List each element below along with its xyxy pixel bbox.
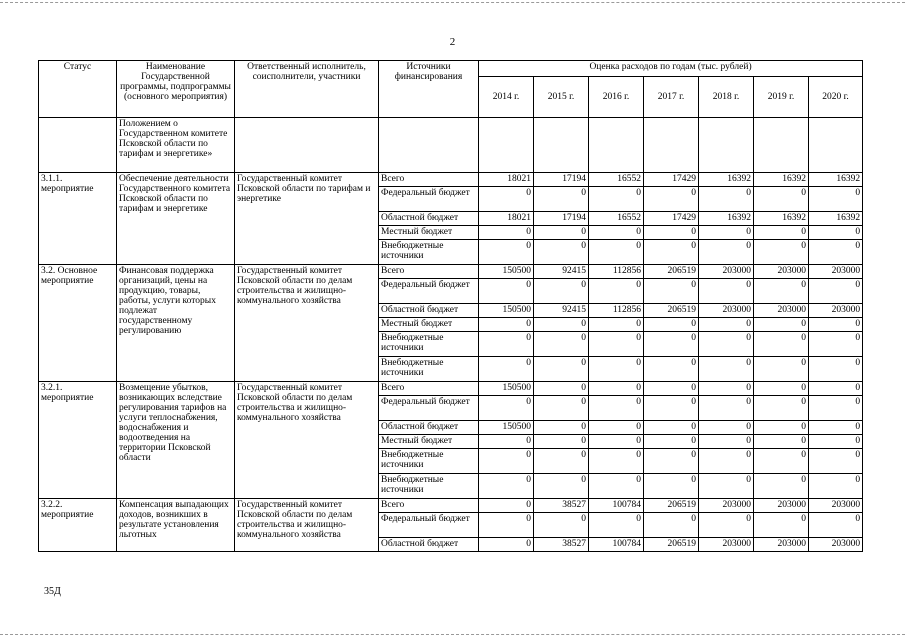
- continuation-row: [39, 118, 863, 173]
- group-status: 3.2.1. мероприятие: [39, 382, 117, 499]
- header-executor: Ответственный исполнитель, соисполнители, участники: [235, 61, 379, 118]
- table-row: [39, 499, 863, 513]
- value-cell: 0: [809, 318, 863, 332]
- value-cell: 17194: [534, 212, 589, 226]
- value-cell: 16392: [754, 212, 809, 226]
- value-cell: 112856: [589, 265, 644, 279]
- group-name: Возмещение убытков, возникающих вследствие регулирования тарифов на услуги теплоснабжения, водоснабжения и водоотведения на территории Псковской области: [117, 382, 235, 499]
- value-cell: 38527: [534, 499, 589, 513]
- value-cell: 150500: [479, 304, 534, 318]
- value-cell: 203000: [809, 499, 863, 513]
- source-cell: Внебюджетные источники: [379, 449, 479, 474]
- value-cell: 150500: [479, 265, 534, 279]
- source-cell: Местный бюджет: [379, 226, 479, 240]
- value-cell: 0: [809, 474, 863, 499]
- value-cell: 38527: [534, 538, 589, 552]
- value-cell: 0: [479, 435, 534, 449]
- value-cell: 0: [699, 357, 754, 382]
- year-2: 2015 г.: [534, 77, 589, 118]
- value-cell: 0: [809, 513, 863, 538]
- value-cell: 17429: [644, 212, 699, 226]
- value-cell: 0: [644, 474, 699, 499]
- source-cell: Федеральный бюджет: [379, 513, 479, 538]
- value-cell: 0: [644, 187, 699, 212]
- value-cell: 0: [754, 382, 809, 396]
- value-cell: 0: [589, 332, 644, 357]
- value-cell: 0: [809, 357, 863, 382]
- header-estimate: Оценка расходов по годам (тыс. рублей): [479, 61, 863, 77]
- value-cell: 203000: [754, 538, 809, 552]
- source-cell: Всего: [379, 499, 479, 513]
- value-cell: 0: [644, 226, 699, 240]
- group-status: 3.1.1. мероприятие: [39, 173, 117, 265]
- source-cell: Областной бюджет: [379, 421, 479, 435]
- value-cell: 0: [644, 449, 699, 474]
- value-cell: 206519: [644, 499, 699, 513]
- header-name: Наименование Государственной программы, подпрограммы (основного мероприятия): [117, 61, 235, 118]
- value-cell: 0: [479, 396, 534, 421]
- value-cell: 0: [754, 279, 809, 304]
- table-row: [39, 173, 863, 187]
- value-cell: 0: [809, 279, 863, 304]
- value-cell: 0: [534, 318, 589, 332]
- value-cell: 100784: [589, 499, 644, 513]
- value-cell: 0: [534, 513, 589, 538]
- value-cell: 203000: [809, 538, 863, 552]
- group-name: Финансовая поддержка организаций, цены на продукцию, товары, работы, услуги которых подлежат государственному регулированию: [117, 265, 235, 382]
- value-cell: 0: [754, 513, 809, 538]
- source-cell: Внебюджетные источники: [379, 240, 479, 265]
- value-cell: 0: [754, 396, 809, 421]
- value-cell: 0: [479, 474, 534, 499]
- value-cell: 0: [534, 449, 589, 474]
- value-cell: 150500: [479, 382, 534, 396]
- value-cell: 100784: [589, 538, 644, 552]
- value-cell: 0: [479, 240, 534, 265]
- value-cell: 0: [754, 449, 809, 474]
- value-cell: 0: [644, 240, 699, 265]
- value-cell: 92415: [534, 265, 589, 279]
- empty-cell: [644, 118, 699, 173]
- budget-table: [38, 60, 863, 552]
- value-cell: 16552: [589, 173, 644, 187]
- value-cell: 18021: [479, 173, 534, 187]
- value-cell: 0: [589, 187, 644, 212]
- source-cell: Федеральный бюджет: [379, 187, 479, 212]
- value-cell: 0: [644, 332, 699, 357]
- value-cell: 203000: [754, 304, 809, 318]
- value-cell: 0: [479, 538, 534, 552]
- value-cell: 16392: [809, 212, 863, 226]
- source-cell: Областной бюджет: [379, 304, 479, 318]
- value-cell: 0: [809, 226, 863, 240]
- value-cell: 0: [754, 318, 809, 332]
- value-cell: 0: [699, 382, 754, 396]
- year-7: 2020 г.: [809, 77, 863, 118]
- value-cell: 0: [644, 357, 699, 382]
- header-row: [39, 61, 863, 77]
- table-row: [39, 265, 863, 279]
- value-cell: 0: [589, 421, 644, 435]
- value-cell: 203000: [809, 265, 863, 279]
- value-cell: 0: [534, 240, 589, 265]
- source-cell: Внебюджетные источники: [379, 474, 479, 499]
- value-cell: 0: [699, 435, 754, 449]
- value-cell: 0: [699, 396, 754, 421]
- source-cell: Внебюджетные источники: [379, 332, 479, 357]
- value-cell: 0: [754, 435, 809, 449]
- value-cell: 0: [754, 474, 809, 499]
- value-cell: 0: [479, 513, 534, 538]
- group-executor: Государственный комитет Псковской области по делам строительства и жилищно-коммунального хозяйства: [235, 382, 379, 499]
- value-cell: 0: [534, 332, 589, 357]
- value-cell: 0: [589, 318, 644, 332]
- value-cell: 0: [699, 226, 754, 240]
- empty-cell: [534, 118, 589, 173]
- value-cell: 16392: [699, 212, 754, 226]
- value-cell: 0: [479, 318, 534, 332]
- value-cell: 0: [754, 421, 809, 435]
- value-cell: 0: [754, 226, 809, 240]
- year-6: 2019 г.: [754, 77, 809, 118]
- value-cell: 0: [644, 279, 699, 304]
- value-cell: 0: [479, 357, 534, 382]
- value-cell: 0: [644, 421, 699, 435]
- group-status: 3.2. Основное мероприятие: [39, 265, 117, 382]
- page-number: 2: [449, 36, 456, 48]
- value-cell: 0: [589, 279, 644, 304]
- group-executor: Государственный комитет Псковской области по делам строительства и жилищно-коммунального хозяйства: [235, 265, 379, 382]
- header-sources: Источники финансирования: [379, 61, 479, 118]
- header-status: Статус: [39, 61, 117, 118]
- value-cell: 0: [644, 318, 699, 332]
- value-cell: 0: [589, 396, 644, 421]
- value-cell: 0: [644, 513, 699, 538]
- source-cell: Всего: [379, 382, 479, 396]
- value-cell: 0: [534, 279, 589, 304]
- continuation-name: Положением о Государственном комитете Псковской области по тарифам и энергетике»: [117, 118, 235, 173]
- value-cell: 0: [809, 332, 863, 357]
- scan-bottom-edge: [0, 634, 905, 635]
- empty-cell: [699, 118, 754, 173]
- value-cell: 0: [809, 421, 863, 435]
- value-cell: 203000: [699, 538, 754, 552]
- value-cell: 206519: [644, 304, 699, 318]
- value-cell: 0: [699, 421, 754, 435]
- value-cell: 0: [754, 240, 809, 265]
- value-cell: 0: [479, 226, 534, 240]
- source-cell: Всего: [379, 265, 479, 279]
- scan-top-edge: [0, 2, 905, 3]
- source-cell: Областной бюджет: [379, 538, 479, 552]
- value-cell: 18021: [479, 212, 534, 226]
- value-cell: 0: [534, 226, 589, 240]
- value-cell: 0: [699, 449, 754, 474]
- empty-cell: [379, 118, 479, 173]
- group-name: Обеспечение деятельности Государственного комитета Псковской области по тарифам и энергетике: [117, 173, 235, 265]
- value-cell: 16392: [699, 173, 754, 187]
- source-cell: Местный бюджет: [379, 435, 479, 449]
- value-cell: 0: [479, 332, 534, 357]
- value-cell: 0: [809, 396, 863, 421]
- value-cell: 203000: [754, 499, 809, 513]
- empty-cell: [479, 118, 534, 173]
- group-executor: Государственный комитет Псковской области по тарифам и энергетике: [235, 173, 379, 265]
- value-cell: 0: [589, 513, 644, 538]
- value-cell: 150500: [479, 421, 534, 435]
- value-cell: 203000: [809, 304, 863, 318]
- value-cell: 0: [534, 382, 589, 396]
- value-cell: 0: [589, 435, 644, 449]
- empty-cell: [809, 118, 863, 173]
- value-cell: 0: [534, 357, 589, 382]
- empty-cell: [754, 118, 809, 173]
- value-cell: 0: [479, 279, 534, 304]
- year-3: 2016 г.: [589, 77, 644, 118]
- value-cell: 0: [534, 421, 589, 435]
- value-cell: 0: [589, 226, 644, 240]
- value-cell: 0: [699, 187, 754, 212]
- value-cell: 0: [534, 474, 589, 499]
- value-cell: 0: [589, 474, 644, 499]
- value-cell: 203000: [699, 499, 754, 513]
- value-cell: 17429: [644, 173, 699, 187]
- empty-cell: [235, 118, 379, 173]
- value-cell: 0: [699, 318, 754, 332]
- value-cell: 16392: [809, 173, 863, 187]
- group-name: Компенсация выпадающих доходов, возникших в результате установления льготных: [117, 499, 235, 552]
- value-cell: 0: [589, 449, 644, 474]
- source-cell: Местный бюджет: [379, 318, 479, 332]
- empty-cell: [589, 118, 644, 173]
- value-cell: 0: [809, 240, 863, 265]
- year-4: 2017 г.: [644, 77, 699, 118]
- source-cell: Федеральный бюджет: [379, 396, 479, 421]
- value-cell: 0: [754, 187, 809, 212]
- table-row: [39, 382, 863, 396]
- value-cell: 16552: [589, 212, 644, 226]
- value-cell: 0: [809, 187, 863, 212]
- value-cell: 112856: [589, 304, 644, 318]
- continuation-status: [39, 118, 117, 173]
- value-cell: 206519: [644, 538, 699, 552]
- value-cell: 0: [534, 396, 589, 421]
- value-cell: 0: [809, 449, 863, 474]
- value-cell: 92415: [534, 304, 589, 318]
- value-cell: 0: [699, 240, 754, 265]
- value-cell: 0: [479, 449, 534, 474]
- value-cell: 0: [644, 382, 699, 396]
- value-cell: 16392: [754, 173, 809, 187]
- group-executor: Государственный комитет Псковской области по делам строительства и жилищно-коммунального хозяйства: [235, 499, 379, 552]
- value-cell: 0: [479, 499, 534, 513]
- value-cell: 0: [479, 187, 534, 212]
- value-cell: 203000: [699, 265, 754, 279]
- document-code: 35Д: [44, 586, 61, 597]
- value-cell: 0: [589, 382, 644, 396]
- value-cell: 206519: [644, 265, 699, 279]
- value-cell: 0: [644, 396, 699, 421]
- group-status: 3.2.2. мероприятие: [39, 499, 117, 552]
- source-cell: Всего: [379, 173, 479, 187]
- source-cell: Внебюджетные источники: [379, 357, 479, 382]
- value-cell: 0: [809, 382, 863, 396]
- value-cell: 0: [699, 332, 754, 357]
- value-cell: 0: [589, 357, 644, 382]
- value-cell: 0: [589, 240, 644, 265]
- value-cell: 0: [534, 435, 589, 449]
- value-cell: 203000: [699, 304, 754, 318]
- value-cell: 0: [809, 435, 863, 449]
- value-cell: 203000: [754, 265, 809, 279]
- year-5: 2018 г.: [699, 77, 754, 118]
- value-cell: 0: [754, 332, 809, 357]
- source-cell: Областной бюджет: [379, 212, 479, 226]
- source-cell: Федеральный бюджет: [379, 279, 479, 304]
- value-cell: 0: [699, 474, 754, 499]
- value-cell: 0: [534, 187, 589, 212]
- value-cell: 0: [699, 513, 754, 538]
- year-1: 2014 г.: [479, 77, 534, 118]
- value-cell: 0: [699, 279, 754, 304]
- value-cell: 0: [754, 357, 809, 382]
- value-cell: 0: [644, 435, 699, 449]
- value-cell: 17194: [534, 173, 589, 187]
